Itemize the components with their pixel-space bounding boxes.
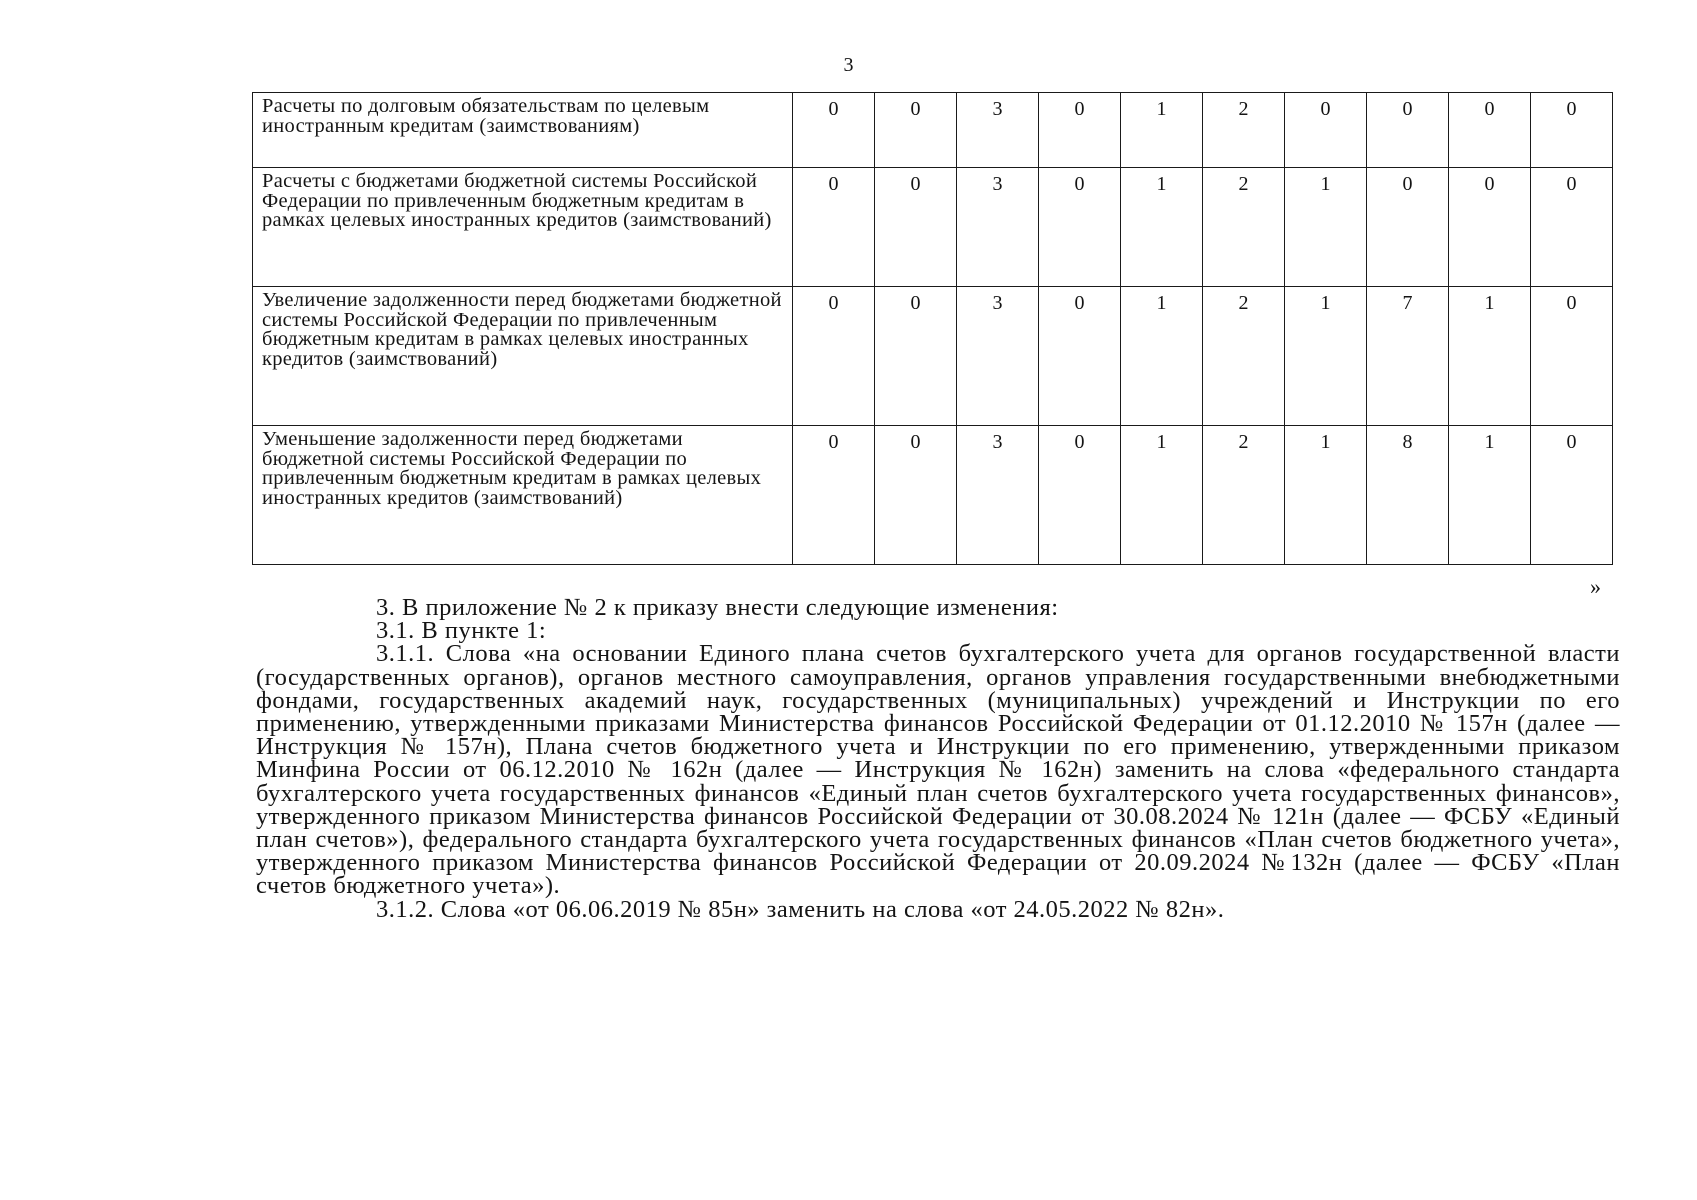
code-digit-cell: 0 [875, 426, 957, 565]
account-name-cell: Увеличение задолженности перед бюджетами бюджетной системы Российской Федерации по привлеченным бюджетным кредитам в рамках целевых иностранных кредитов (заимствований) [253, 287, 793, 426]
page-number: 3 [843, 54, 854, 76]
code-digit-cell: 0 [1039, 287, 1121, 426]
code-digit-cell: 0 [793, 426, 875, 565]
code-digit-cell: 1 [1121, 426, 1203, 565]
code-digit-cell: 2 [1203, 426, 1285, 565]
table-row [253, 168, 1613, 287]
amendment-text [256, 596, 1620, 921]
code-digit-cell: 0 [875, 93, 957, 168]
code-digit-cell: 0 [1285, 93, 1367, 168]
code-digit-cell: 7 [1367, 287, 1449, 426]
code-digit-cell: 0 [1449, 93, 1531, 168]
code-digit-cell: 1 [1285, 168, 1367, 287]
table-row [253, 93, 1613, 168]
code-digit-cell: 0 [1039, 426, 1121, 565]
code-digit-cell: 0 [1039, 93, 1121, 168]
code-digit-cell: 0 [875, 168, 957, 287]
code-digit-cell: 3 [957, 287, 1039, 426]
paragraph-3-1-1: 3.1.1. Слова «на основании Единого плана счетов бухгалтерского учета для органов государственной власти (государственных органов), органов местного самоуправления, органов управления государственными внебюджетными фондами, государственных академий наук, государственных (муниципальных) учреждений и Инструкции по его применению, утвержденными приказами Министерства финансов Российской Федерации от 01.12.2010 № 157н (далее — Инструкция № 157н), Плана счетов бюджетного учета и Инструкции по его применению, утвержденными приказом Минфина России от 06.12.2010 № 162н (далее — Инструкция № 162н) заменить на слова «федерального стандарта бухгалтерского учета государственных финансов «Единый план счетов бухгалтерского учета государственных финансов», утвержденного приказом Министерства финансов Российской Федерации от 30.08.2024 № 121н (далее — ФСБУ «Единый план счетов»), федерального стандарта бухгалтерского учета государственных финансов «План счетов бюджетного учета», утвержденного приказом Министерства финансов Российской Федерации от 20.09.2024 №132н (далее — ФСБУ «План счетов бюджетного учета»). [256, 640, 1620, 900]
code-digit-cell: 0 [875, 287, 957, 426]
code-digit-cell: 0 [1039, 168, 1121, 287]
account-code-table [252, 92, 1613, 565]
closing-quote-mark: » [1590, 574, 1601, 599]
code-digit-cell: 0 [793, 287, 875, 426]
code-digit-cell: 1 [1121, 287, 1203, 426]
code-digit-cell: 2 [1203, 287, 1285, 426]
code-digit-cell: 0 [1367, 93, 1449, 168]
code-digit-cell: 3 [957, 426, 1039, 565]
code-digit-cell: 2 [1203, 93, 1285, 168]
code-digit-cell: 1 [1121, 168, 1203, 287]
code-digit-cell: 2 [1203, 168, 1285, 287]
code-digit-cell: 0 [1531, 168, 1613, 287]
code-digit-cell: 3 [957, 168, 1039, 287]
code-digit-cell: 8 [1367, 426, 1449, 565]
code-digit-cell: 0 [1449, 168, 1531, 287]
code-digit-cell: 0 [1531, 93, 1613, 168]
paragraph-3-1: 3.1. В пункте 1: [376, 617, 547, 645]
paragraph-3: 3. В приложение № 2 к приказу внести следующие изменения: [376, 594, 1059, 621]
code-digit-cell: 0 [793, 93, 875, 168]
code-digit-cell: 0 [793, 168, 875, 287]
code-digit-cell: 0 [1531, 426, 1613, 565]
code-digit-cell: 1 [1449, 426, 1531, 565]
table-row [253, 426, 1613, 565]
account-name-cell: Расчеты с бюджетами бюджетной системы Российской Федерации по привлеченным бюджетным кредитам в рамках целевых иностранных кредитов (заимствований) [253, 168, 793, 287]
table-row [253, 287, 1613, 426]
code-digit-cell: 1 [1285, 287, 1367, 426]
code-digit-cell: 0 [1367, 168, 1449, 287]
code-digit-cell: 1 [1121, 93, 1203, 168]
account-name-cell: Расчеты по долговым обязательствам по целевым иностранным кредитам (заимствованиям) [253, 93, 793, 168]
code-digit-cell: 3 [957, 93, 1039, 168]
code-digit-cell: 1 [1285, 426, 1367, 565]
paragraph-3-1-2: 3.1.2. Слова «от 06.06.2019 № 85н» заменить на слова «от 24.05.2022 № 82н». [376, 895, 1225, 923]
code-digit-cell: 0 [1531, 287, 1613, 426]
account-name-cell: Уменьшение задолженности перед бюджетами бюджетной системы Российской Федерации по привлеченным бюджетным кредитам в рамках целевых иностранных кредитов (заимствований) [253, 426, 793, 565]
code-digit-cell: 1 [1449, 287, 1531, 426]
